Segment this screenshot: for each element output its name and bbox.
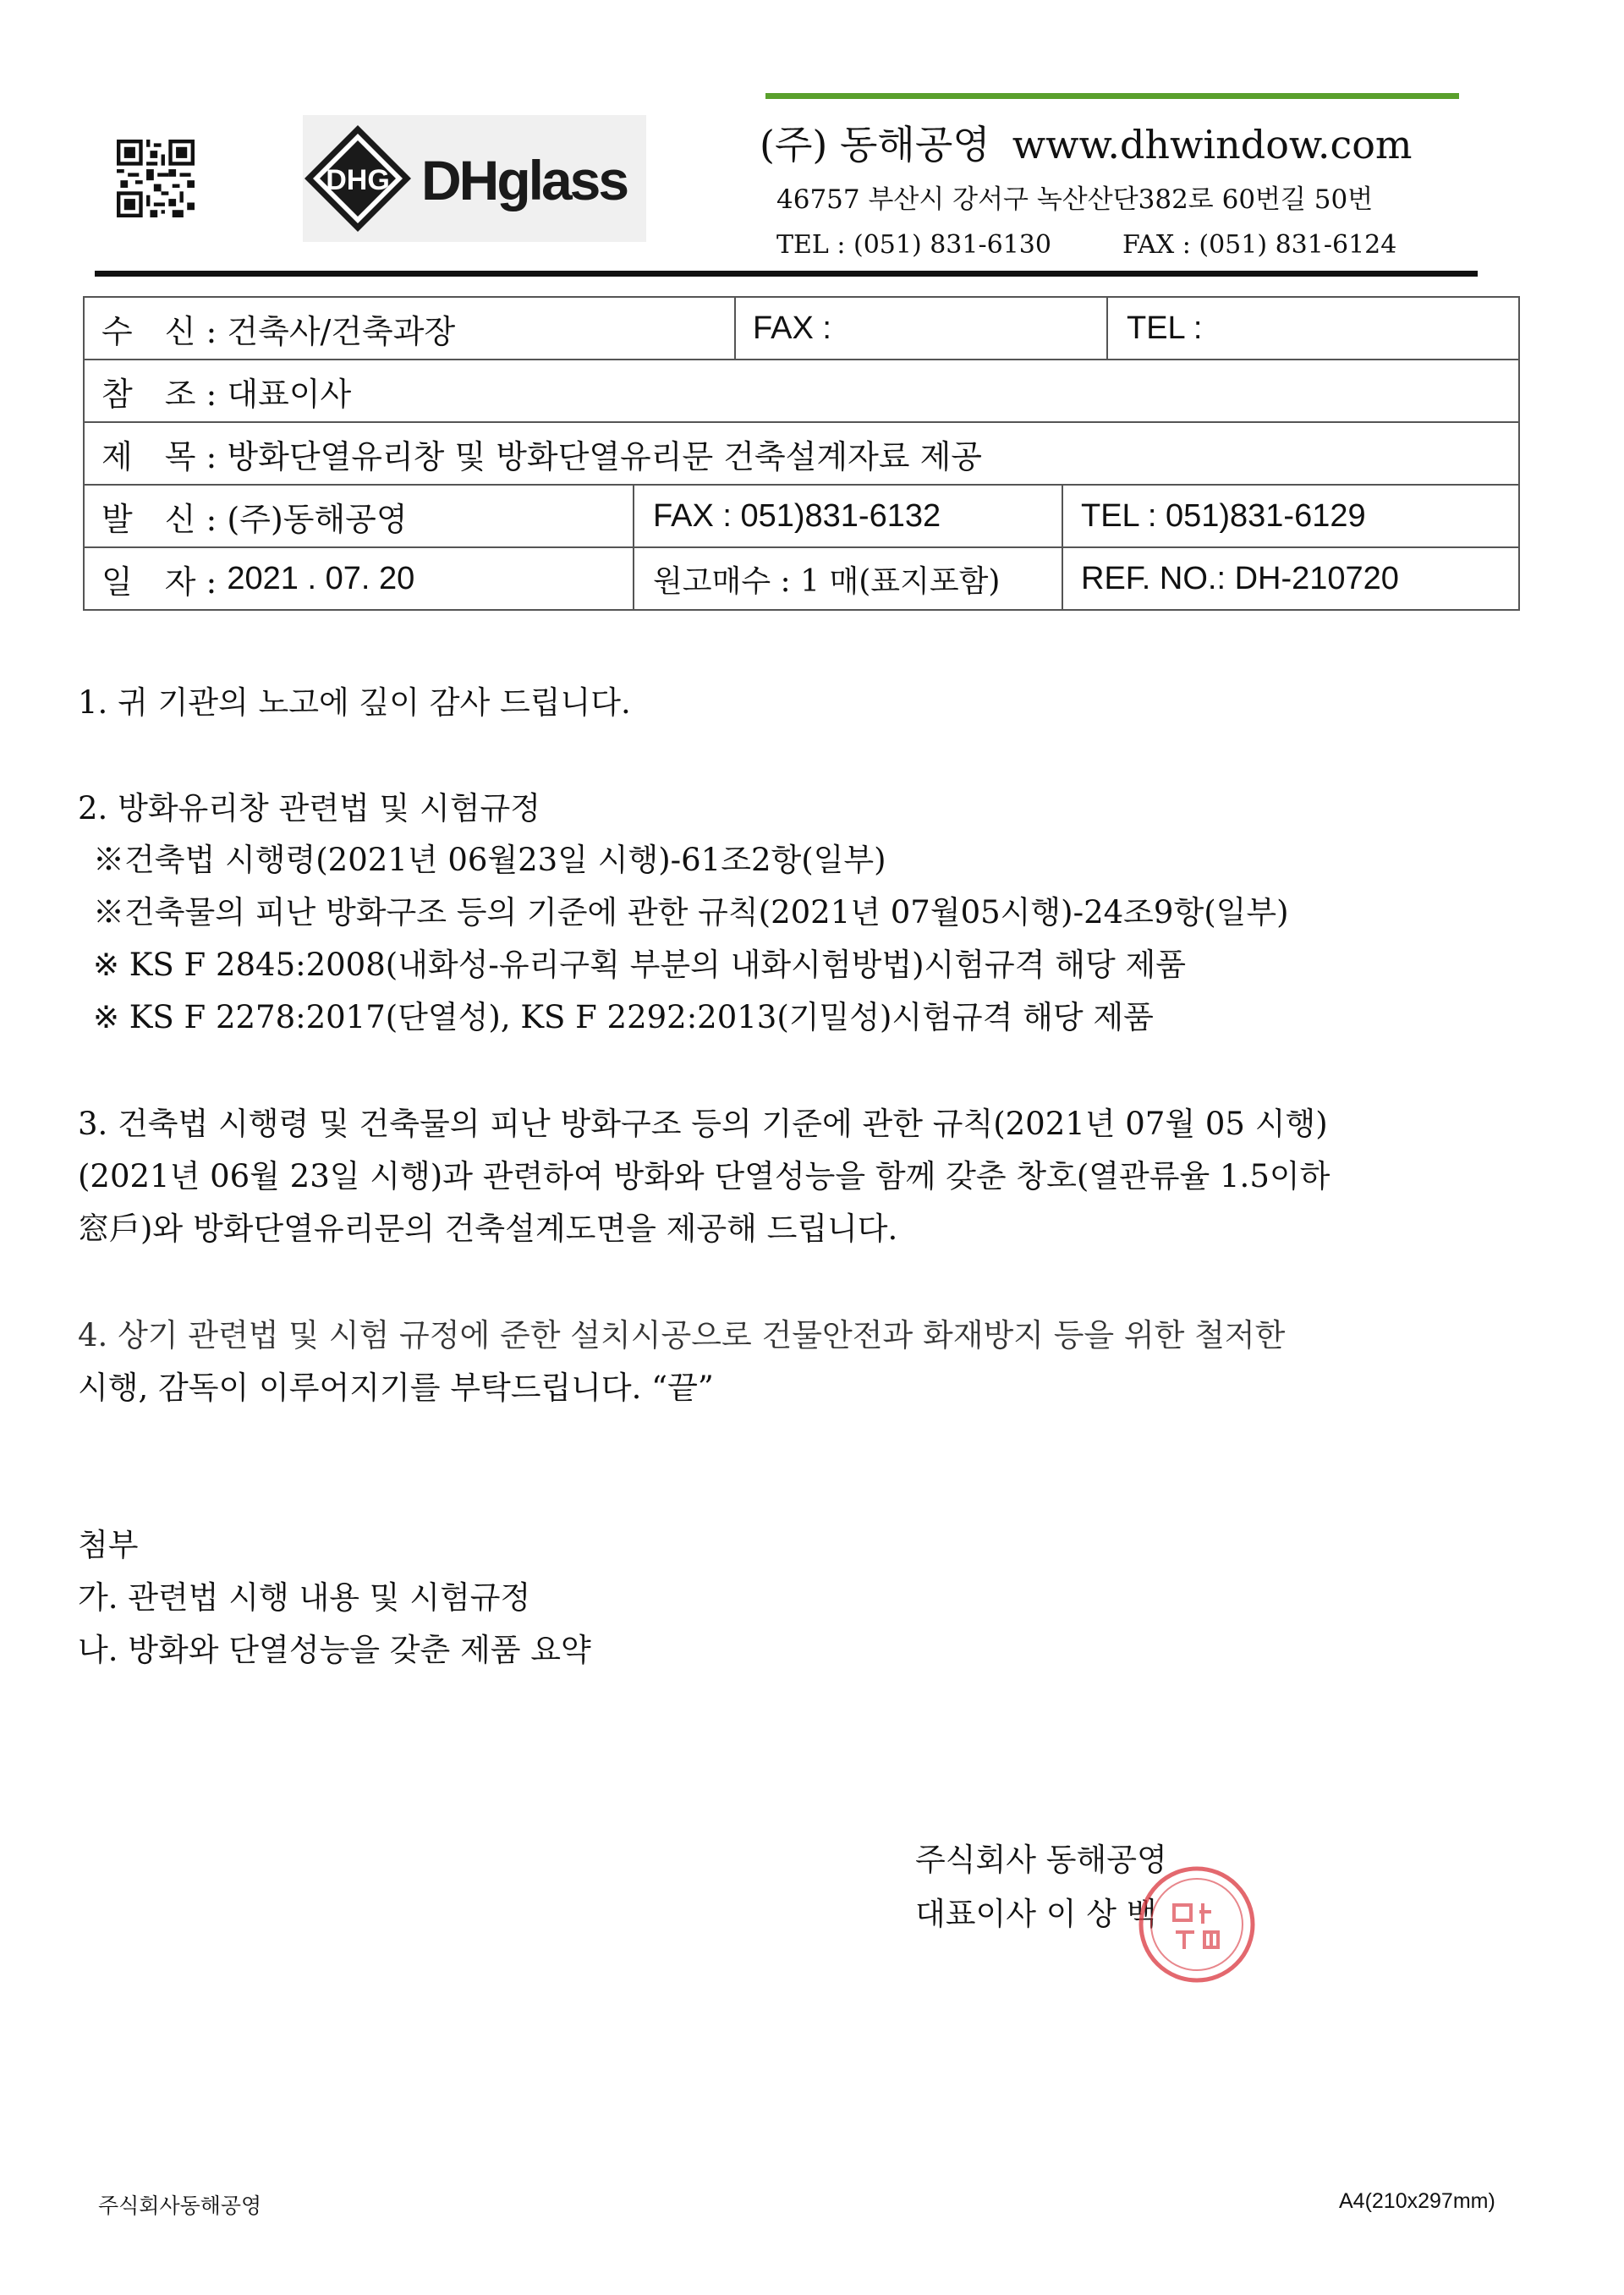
recipient-tel: TEL : [1127,310,1203,346]
page-count: 원고매수 : 1 매(표지포함) [653,563,1001,599]
recipient-value: 건축사/건축과장 [227,312,456,350]
sender-value: (주)동해공영 [227,500,408,538]
table-row-date [85,548,1518,609]
footer-paper-size: A4(210x297mm) [1339,2189,1495,2213]
company-fax: FAX : (051) 831-6124 [1122,230,1397,260]
sender-tel: TEL : 051)831-6129 [1081,497,1366,534]
company-url[interactable]: www.dhwindow.com [1012,122,1413,167]
sender-fax: FAX : 051)831-6132 [653,497,941,534]
table-row-reference [85,360,1518,423]
recipient-cell [102,298,455,359]
table-row-subject [85,423,1518,486]
reference-cell [102,360,351,421]
company-tel: TEL : (051) 831-6130 [776,230,1051,260]
company-name: (주) 동해공영 [760,122,990,167]
table-divider [633,548,634,609]
fax-info-table [83,296,1520,611]
subject-cell [102,423,982,484]
regulation-item: ※ KS F 2278:2017(단열성), KS F 2292:2013(기밀성)시험규격 해당 제품 [93,999,1154,1035]
recipient-fax: FAX : [753,310,831,346]
table-divider [1062,548,1063,609]
paragraph-3-line: (2021년 06월 23일 시행)과 관련하여 방화와 단열성능을 함께 갖춘 창호(열관류율 1.5이하 [78,1158,1330,1194]
svg-text:DHglass: DHglass [421,149,628,211]
qr-code-icon [117,140,195,217]
date-value: 2021 . 07. 20 [227,560,415,596]
table-row-sender [85,486,1518,548]
regulation-item: ※ KS F 2845:2008(내화성-유리구획 부분의 내화시험방법)시험규격 해당 제품 [93,947,1186,983]
paragraph-1: 1. 귀 기관의 노고에 깊이 감사 드립니다. [78,684,631,721]
table-divider [633,486,634,546]
header-accent-bar [765,93,1459,99]
paragraph-2-title: 2. 방화유리창 관련법 및 시험규정 [78,790,540,826]
dhglass-logo [303,115,646,242]
company-seal-stamp [1133,1861,1260,1988]
paragraph-3-line: 3. 건축법 시행령 및 건축물의 피난 방화구조 등의 기준에 관한 규칙(2021년 07월 05 시행) [78,1106,1328,1142]
company-contact [776,230,1396,260]
company-header [760,114,1413,170]
subject-label: 제 목 : [102,437,217,475]
paragraph-4-line: 시행, 감독이 이루어지기를 부탁드립니다. “끝” [78,1370,714,1406]
reference-label: 참 조 : [102,375,217,413]
table-divider [1062,486,1063,546]
sender-cell [102,486,408,546]
signature-company: 주식회사 동해공영 [915,1842,1167,1878]
signature-ceo: 대표이사 이 상 백 [915,1896,1157,1932]
sender-label: 발 신 : [102,500,217,538]
table-divider [734,298,736,359]
reference-number: REF. NO.: DH-210720 [1081,560,1399,596]
table-row-recipient [85,298,1518,360]
table-divider [1106,298,1108,359]
date-label: 일 자 : [102,563,217,601]
company-address: 46757 부산시 강서구 녹산산단382로 60번길 50번 [776,184,1374,215]
attachment-item: 나. 방화와 단열성능을 갖춘 제품 요약 [78,1632,591,1668]
regulation-item: ※건축물의 피난 방화구조 등의 기준에 관한 규칙(2021년 07월05시행)-24조9항(일부) [93,894,1289,931]
attachments-title: 첨부 [78,1527,139,1563]
subject-value: 방화단열유리창 및 방화단열유리문 건축설계자료 제공 [227,437,983,475]
date-cell [102,548,414,609]
footer-company: 주식회사동해공영 [98,2194,262,2218]
paragraph-3-line: 窓戶)와 방화단열유리문의 건축설계도면을 제공해 드립니다. [78,1211,898,1247]
svg-text:DHG: DHG [326,164,390,196]
attachment-item: 가. 관련법 시행 내용 및 시험규정 [78,1579,531,1616]
reference-value: 대표이사 [227,375,352,413]
recipient-label: 수 신 : [102,312,217,350]
header-divider [95,271,1478,277]
regulation-item: ※건축법 시행령(2021년 06월23일 시행)-61조2항(일부) [93,842,886,878]
paragraph-4-line: 4. 상기 관련법 및 시험 규정에 준한 설치시공으로 건물안전과 화재방지 등을 위한 철저한 [78,1317,1286,1353]
